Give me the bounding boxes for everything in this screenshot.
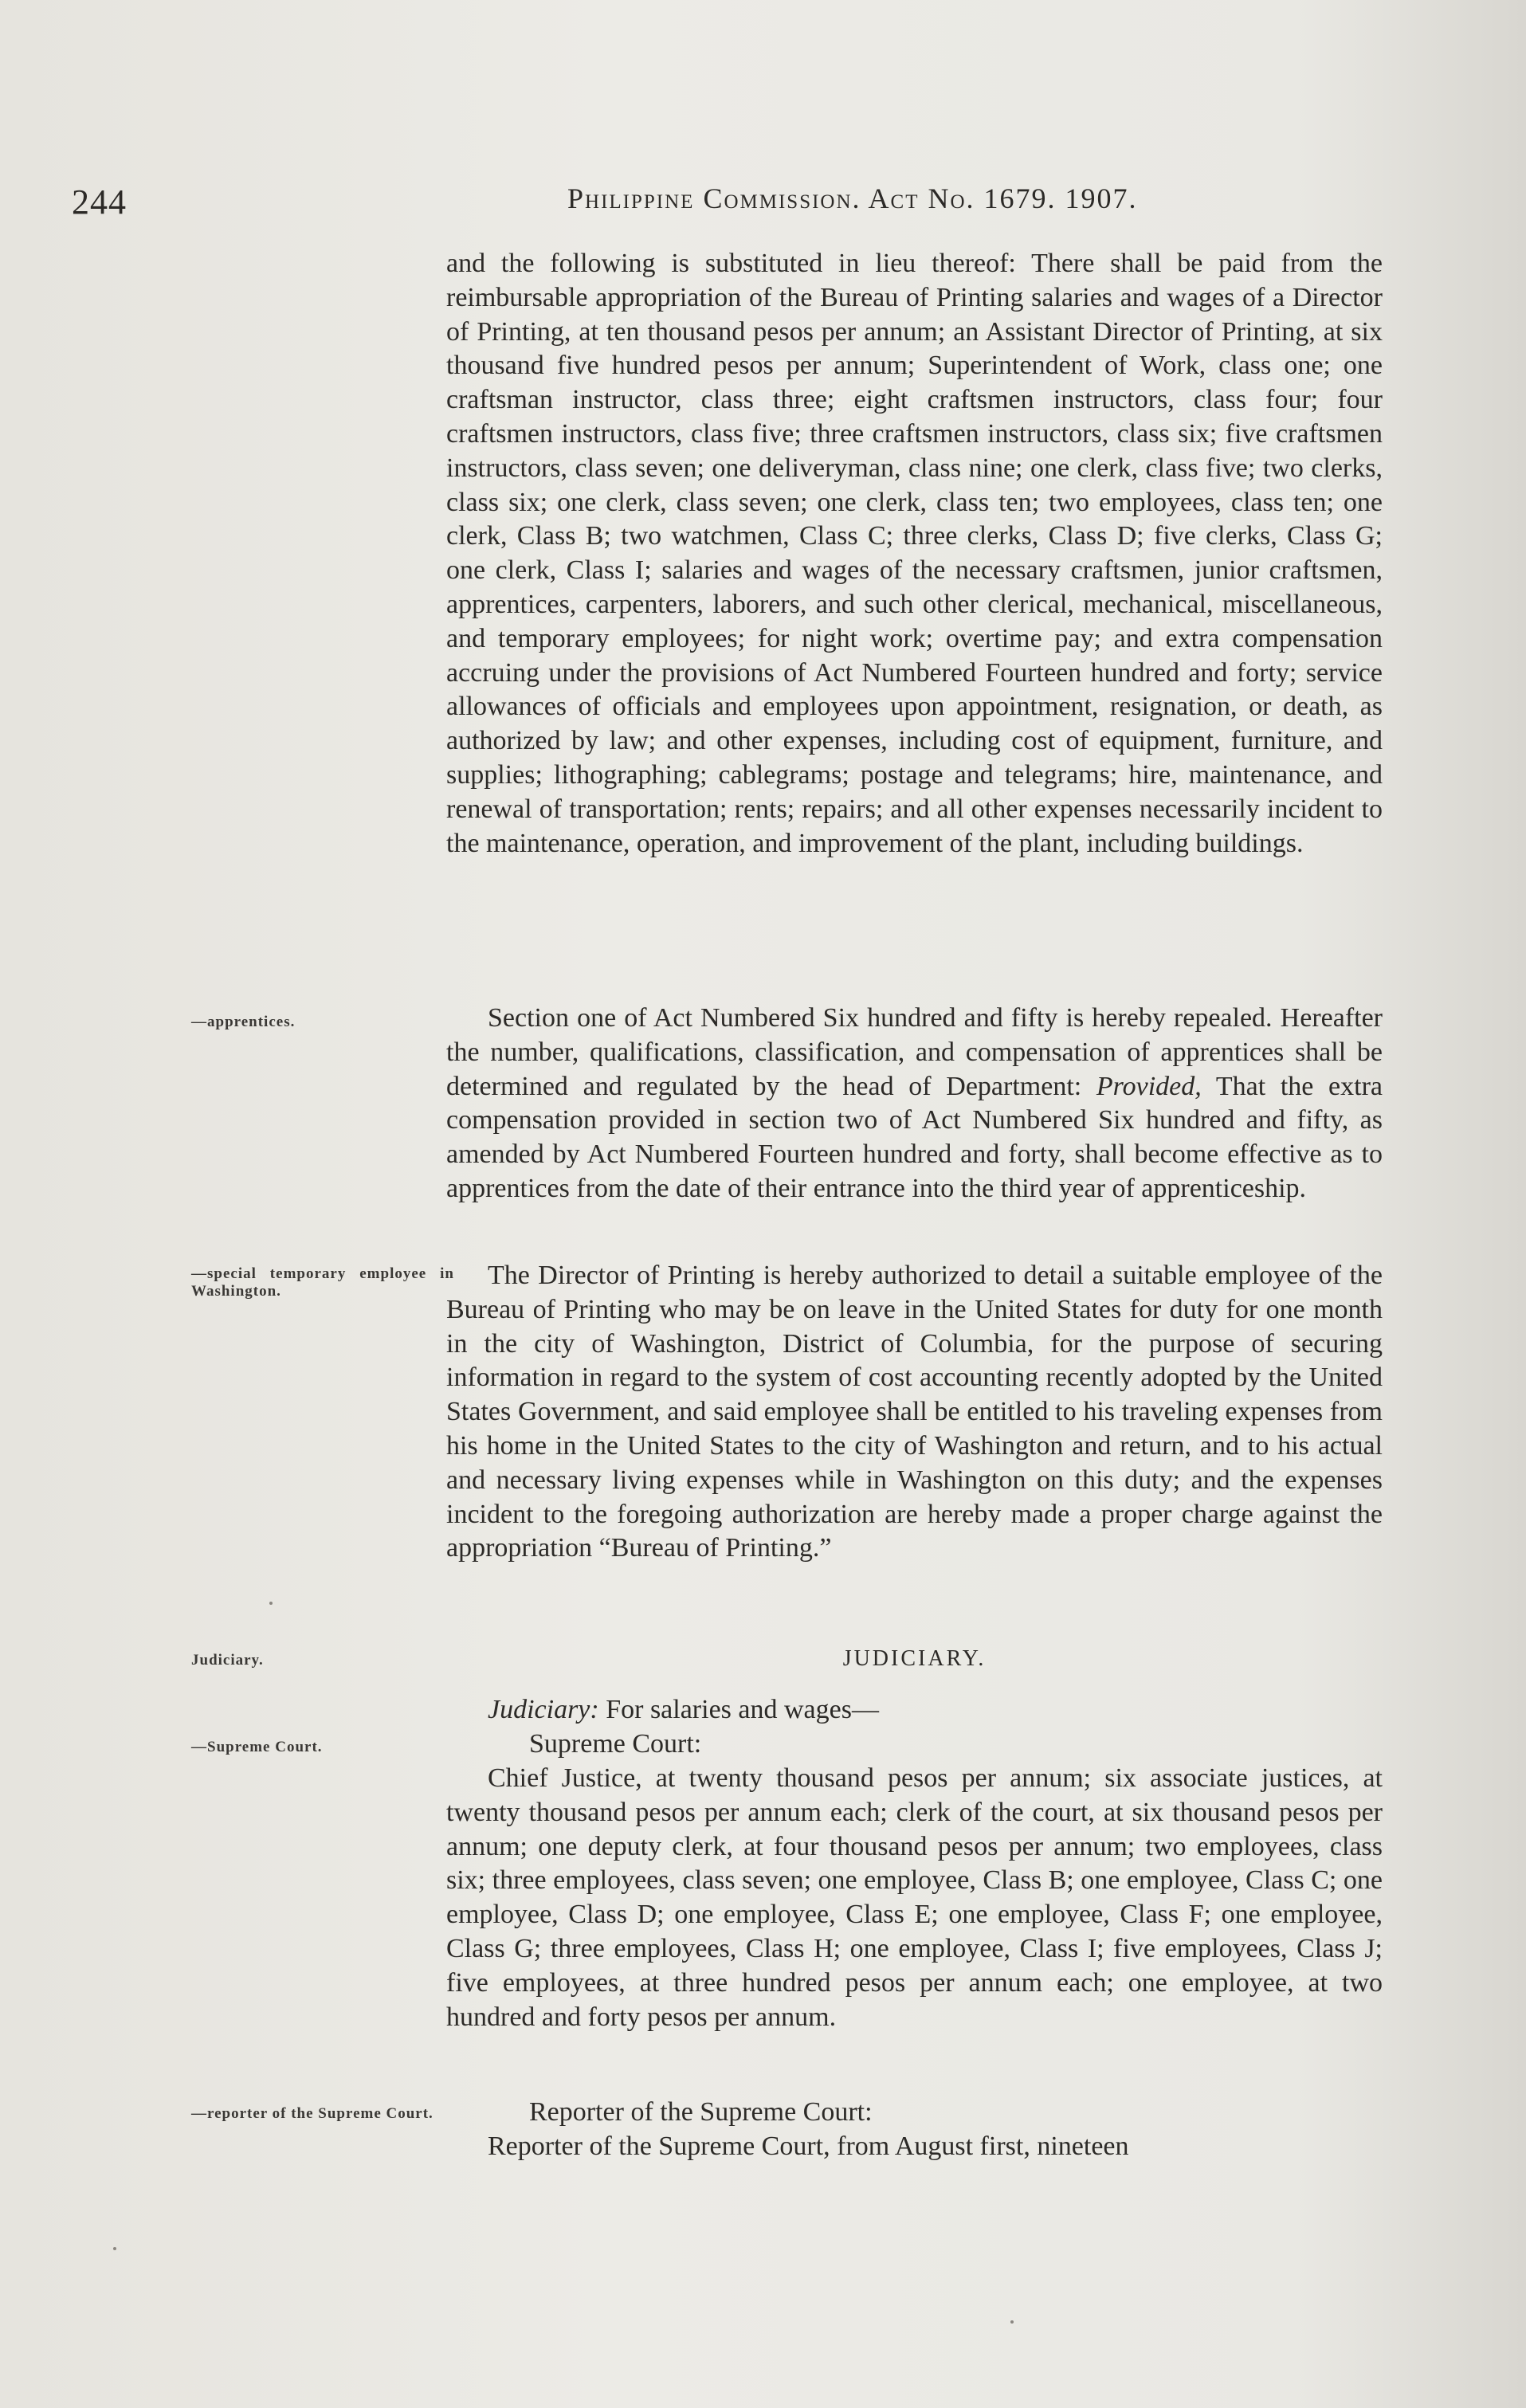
running-head (567, 182, 1138, 215)
running-head-text: Philippine Commission. Act No. 1679. 1907. (567, 182, 1138, 214)
margin-note-supreme-court: —Supreme Court. (191, 1739, 323, 1755)
margin-note-reporter: —reporter of the Supreme Court. (191, 2105, 433, 2122)
paragraph-supreme-court-staff: Chief Justice, at twenty thousand pesos per annum; six associate justices, at twenty thousand pesos per annum each; clerk of the court, at six thousand pesos per annum; one deputy clerk, at four thousand pesos per annum; two employees, class six; three employees, class seven; one employee, Class B; one employee, Class C; one employee, Class D; one employee, Class E; one employee, Class F; one employee, Class G; three employees, Class H; one employee, Class I; five employees, Class J; five employees, at three hundred pesos per annum each; one employee, at two hundred and forty pesos per annum. (446, 1763, 1383, 2032)
paragraph-apprentices (446, 1002, 1383, 1206)
margin-note-judiciary: Judiciary. (191, 1652, 264, 1669)
section-heading-judiciary: JUDICIARY. (842, 1646, 987, 1671)
scan-speck (1010, 2320, 1014, 2324)
apprentices-text-after: That the extra compensation provided in section two of Act Numbered Six hundred and fifty, as amended by Act Numbered Fourteen hundred and forty, shall become effective as to apprentices from the date of their entrance into the third year of apprenticeship. (446, 1071, 1383, 1203)
paragraph-reporter: Reporter of the Supreme Court, from August first, nineteen (488, 2132, 1129, 2161)
judiciary-intro (446, 1693, 1383, 1728)
judiciary-italic: Judiciary: (488, 1695, 599, 1724)
paragraph-bureau-printing-salaries: and the following is substituted in lieu thereof: There shall be paid from the reimbursable appropriation of the Bureau of Printing salaries and wages of a Director of Printing, at ten thousand pesos per annum; an Assistant Director of Printing, at six thousand five hundred pesos per annum; Superintendent of Work, class one; one craftsman instructor, class three; eight craftsmen instructors, class four; four craftsmen instructors, class five; three craftsmen instructors, class six; five craftsmen instructors, class seven; one deliveryman, class nine; one clerk, class five; two clerks, class six; one clerk, class seven; one clerk, class ten; two employees, class ten; one clerk, Class B; two watchmen, Class C; three clerks, Class D; five clerks, Class G; one clerk, Class I; salaries and wages of the necessary craftsmen, junior craftsmen, apprentices, carpenters, laborers, and such other clerical, mechanical, miscellaneous, and temporary employees; for night work; overtime pay; and extra compensation accruing under the provisions of Act Numbered Fourteen hundred and forty; service allowances of officials and employees upon appointment, resignation, or death, as authorized by law; and other expenses, including cost of equipment, furniture, and supplies; lithographing; cablegrams; postage and telegrams; hire, maintenance, and renewal of transportation; rents; repairs; and all other expenses necessarily incident to the maintenance, operation, and improvement of the plant, including buildings. (446, 249, 1383, 858)
provided-italic: Provided, (1096, 1071, 1202, 1101)
page-number: 244 (72, 182, 127, 222)
margin-note-special-employee: —special temporary employee in Washington. (191, 1265, 454, 1300)
scan-speck (269, 1602, 273, 1605)
paragraph-special-employee: The Director of Printing is hereby authorized to detail a suitable employee of the Bureau of Printing who may be on leave in the United States for duty for one month in the city of Washington, District of Columbia, for the purpose of securing information in regard to the system of cost accounting recently adopted by the United States Government, and said employee shall be entitled to his traveling expenses from his home in the United States to the city of Washington and return, and to his actual and necessary living expenses while in Washington on this duty; and the expenses incident to the foregoing authorization are hereby made a proper charge against the appropriation “Bureau of Printing.” (446, 1261, 1383, 1563)
judiciary-rest: For salaries and wages— (598, 1695, 879, 1724)
supreme-court-label: Supreme Court: (529, 1729, 702, 1759)
apprentices-text-before: Section one of Act Numbered Six hundred and fifty is hereby repealed. Hereafter the number, qualifications, classification, and compensation of apprentices shall be determined and regulated by the head of Department: (446, 1003, 1383, 1101)
scan-speck (113, 2247, 116, 2250)
reporter-label: Reporter of the Supreme Court: (529, 2097, 873, 2127)
margin-note-apprentices: —apprentices. (191, 1014, 296, 1030)
